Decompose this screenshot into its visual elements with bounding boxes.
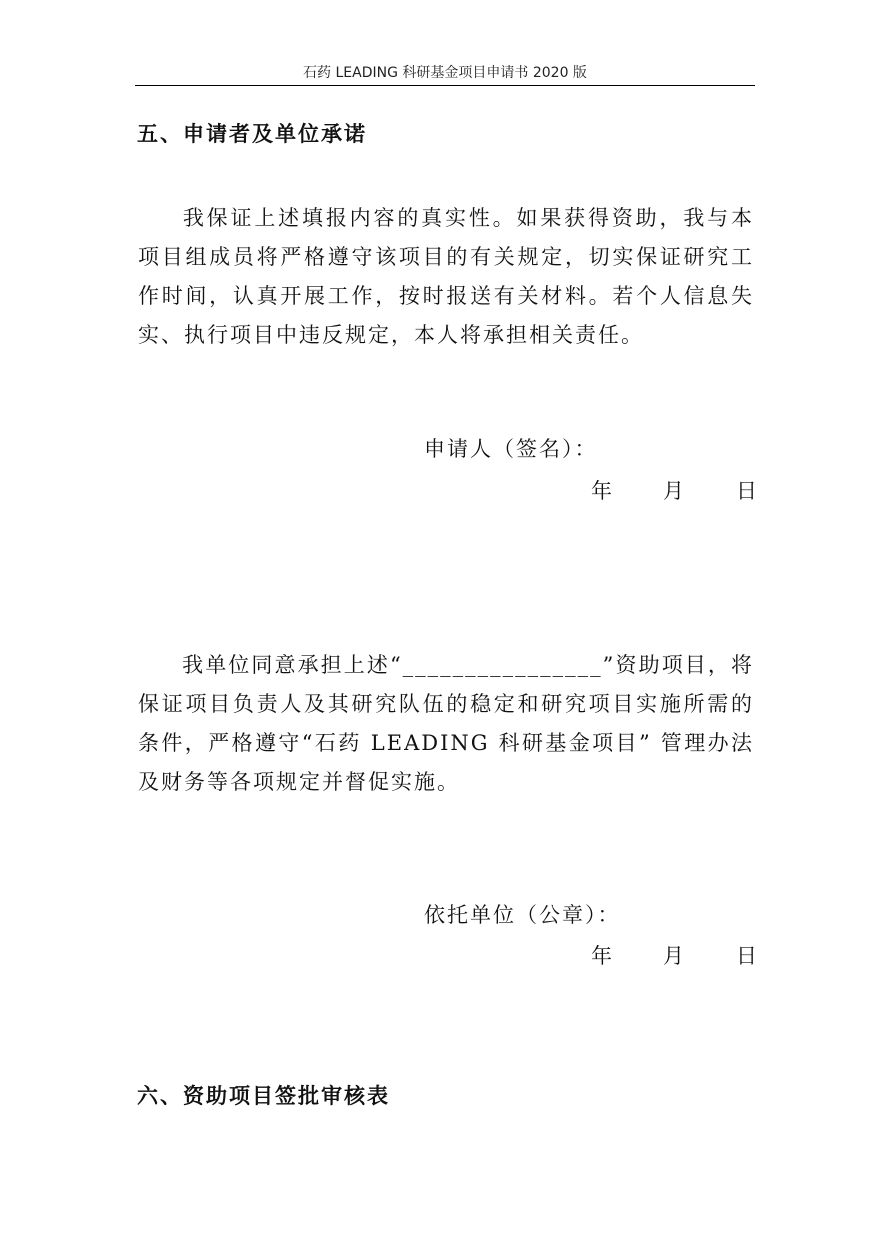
applicant-pledge-text: 我保证上述填报内容的真实性。如果获得资助，我与本项目组成员将严格遵守该项目的有关规定，切实保证研究工作时间，认真开展工作，按时报送有关材料。若个人信息失实、执行项目中违反规定，本人将承担相关责任。 <box>138 206 754 347</box>
applicant-pledge-paragraph <box>138 199 754 355</box>
unit-pledge-paragraph <box>138 646 754 802</box>
unit-pledge-text: 我单位同意承担上述“________________”资助项目，将保证项目负责人及其研究队伍的稳定和研究项目实施所需的条件，严格遵守“石药 LEADING 科研基金项目” 管理办法及财务等各项规定并督促实施。 <box>138 653 754 794</box>
unit-date-day: 日 <box>736 944 757 968</box>
unit-date-month: 月 <box>663 944 684 968</box>
section-title-approval: 六、资助项目签批审核表 <box>137 1083 390 1108</box>
section-title-commitment: 五、申请者及单位承诺 <box>137 121 367 146</box>
applicant-date-year: 年 <box>591 479 612 503</box>
applicant-date-day: 日 <box>736 479 757 503</box>
unit-date-year: 年 <box>591 944 612 968</box>
applicant-date-month: 月 <box>663 479 684 503</box>
header-divider <box>135 85 755 86</box>
applicant-signature-label: 申请人（签名）： <box>424 437 598 461</box>
page-header: 石药 LEADING 科研基金项目申请书 2020 版 <box>303 65 587 81</box>
unit-seal-label: 依托单位（公章）： <box>424 903 621 927</box>
